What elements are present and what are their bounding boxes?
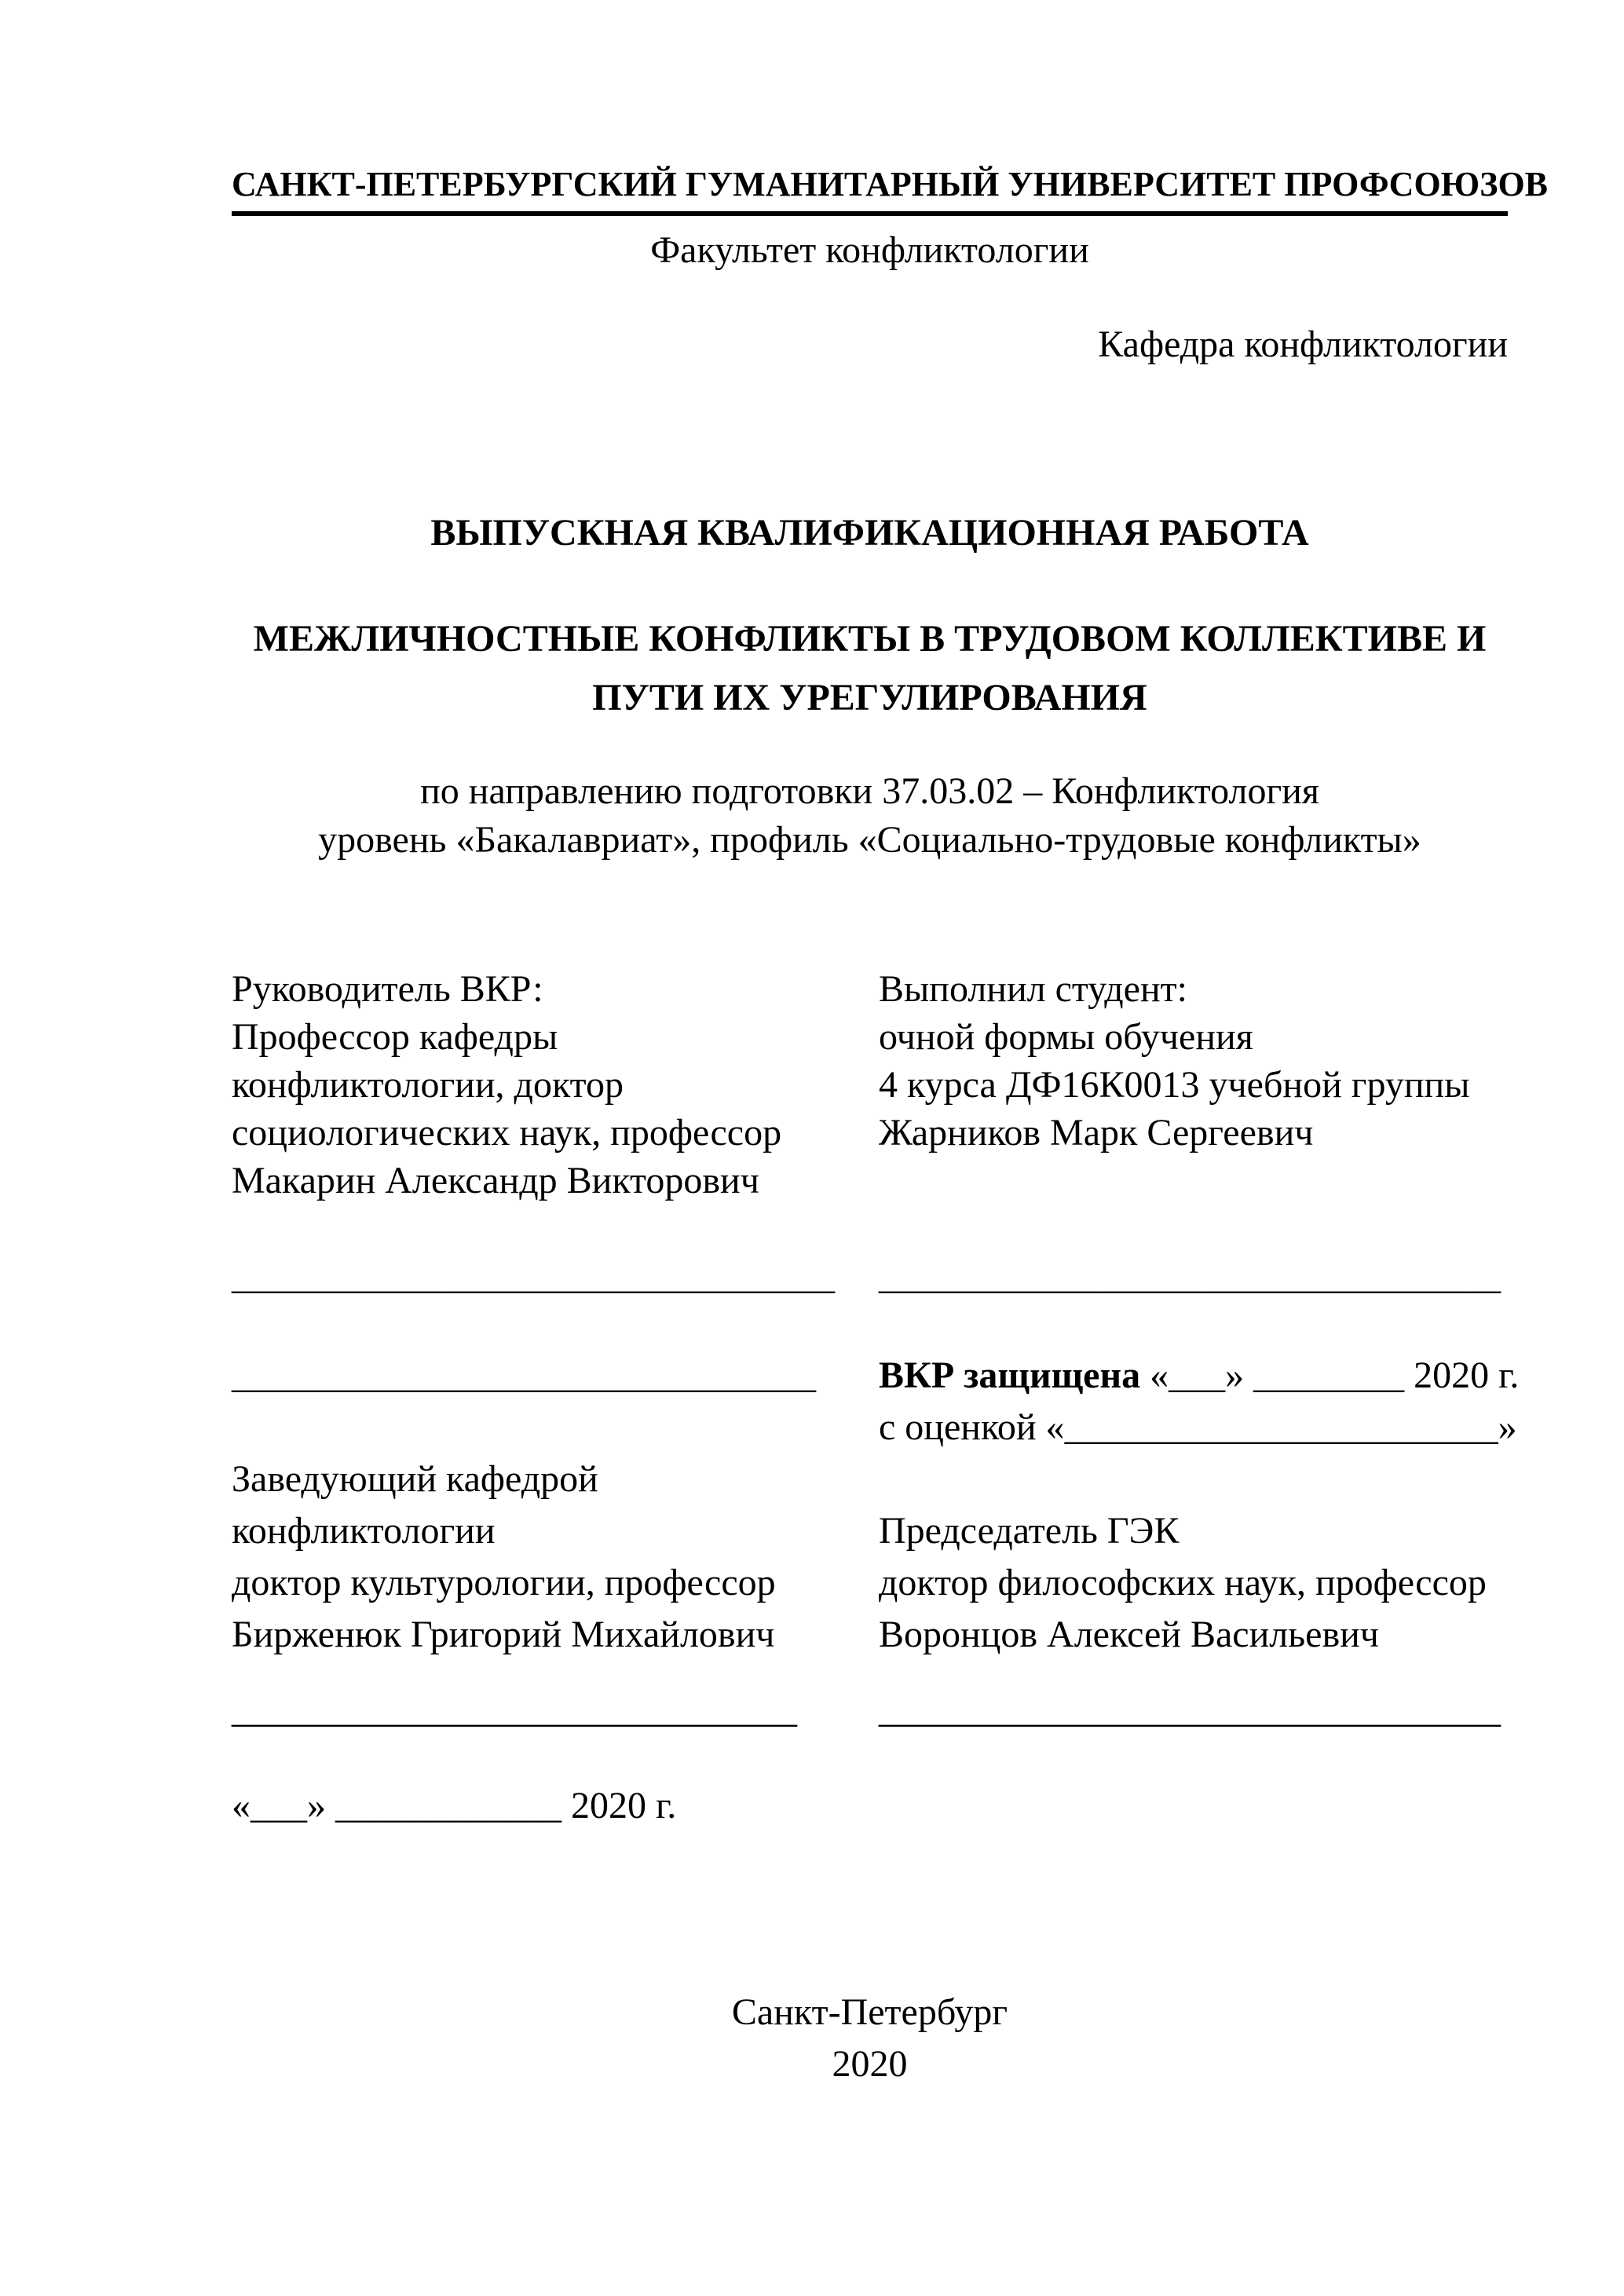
program-info xyxy=(232,767,1508,865)
spacer-line xyxy=(232,1402,879,1453)
supervisor-position-line3: социологических наук, профессор xyxy=(232,1112,782,1153)
year-line: 2020 xyxy=(832,2043,908,2085)
gek-chair-name: Воронцов Алексей Васильевич xyxy=(879,1614,1379,1655)
head-name: Бирженюк Григорий Михайлович xyxy=(232,1614,775,1655)
signature-row-1 xyxy=(232,1252,1508,1300)
supervisor-position-line1: Профессор кафедры xyxy=(232,1016,558,1058)
work-title-line1: МЕЖЛИЧНОСТНЫЕ КОНФЛИКТЫ В ТРУДОВОМ КОЛЛЕКТИВЕ И xyxy=(253,618,1487,660)
defense-and-head-block xyxy=(232,1350,1520,1661)
supervisor-block xyxy=(232,965,879,1205)
supervisor-name: Макарин Александр Викторович xyxy=(232,1160,759,1201)
page-content xyxy=(232,161,1549,2090)
department-line: Кафедра конфликтологии xyxy=(1098,324,1508,365)
work-type-heading: ВЫПУСКНАЯ КВАЛИФИКАЦИОННАЯ РАБОТА xyxy=(430,512,1309,554)
university-name: САНКТ-ПЕТЕРБУРГСКИЙ ГУМАНИТАРНЫЙ УНИВЕРСИТЕТ ПРОФСОЮЗОВ xyxy=(232,161,1508,216)
defense-grade-suffix: » xyxy=(1498,1406,1517,1448)
head-position-line1: Заведующий кафедрой xyxy=(232,1458,598,1500)
work-title-line2: ПУТИ ИХ УРЕГУЛИРОВАНИЯ xyxy=(592,677,1147,718)
work-title xyxy=(232,609,1508,727)
gek-chair-position-line: доктор философских наук, профессор xyxy=(879,1562,1487,1603)
student-signature-line: _________________________________ xyxy=(879,1256,1501,1297)
supervisor-label: Руководитель ВКР: xyxy=(232,968,543,1010)
defense-grade-prefix: с оценкой « xyxy=(879,1406,1065,1448)
defense-grade-line xyxy=(879,1402,1519,1453)
people-block xyxy=(232,965,1508,1205)
defense-defended-date: «___» ________ 2020 г. xyxy=(1140,1355,1520,1396)
program-direction-line: по направлению подготовки 37.03.02 – Конфликтология xyxy=(420,770,1319,812)
gek-chair-signature-line: _________________________________ xyxy=(879,1689,1501,1731)
head-signature-line2: ______________________________ xyxy=(232,1689,797,1731)
head-of-department-block xyxy=(232,1350,879,1661)
student-study-form: очной формы обучения xyxy=(879,1016,1253,1058)
footer xyxy=(232,1987,1508,2090)
head-date-line: «___» ____________ 2020 г. xyxy=(232,1785,677,1826)
spacer-line xyxy=(879,1453,1519,1505)
city-line: Санкт-Петербург xyxy=(731,1991,1008,2033)
signature-row-2 xyxy=(232,1684,1508,1736)
gek-chair-label: Председатель ГЭК xyxy=(879,1510,1180,1552)
defense-date-line xyxy=(879,1350,1519,1402)
student-name: Жарников Марк Сергеевич xyxy=(879,1112,1314,1153)
defense-gek-block xyxy=(879,1350,1519,1661)
program-profile-line: уровень «Бакалавриат», профиль «Социально-трудовые конфликты» xyxy=(318,819,1421,861)
head-position-line2: конфликтологии xyxy=(232,1510,496,1552)
head-signature-line: _______________________________ xyxy=(232,1355,816,1396)
student-group: 4 курса ДФ16К0013 учебной группы xyxy=(879,1064,1470,1106)
defense-grade-blank: _______________________ xyxy=(1064,1406,1498,1448)
student-label: Выполнил студент: xyxy=(879,968,1187,1010)
head-position-line3: доктор культурологии, профессор xyxy=(232,1562,776,1603)
defense-defended-label: ВКР защищена xyxy=(879,1355,1141,1396)
supervisor-position-line2: конфликтологии, доктор xyxy=(232,1064,624,1106)
supervisor-signature-line: ________________________________ xyxy=(232,1256,835,1297)
student-block xyxy=(879,965,1508,1205)
faculty-line: Факультет конфликтологии xyxy=(650,229,1089,271)
